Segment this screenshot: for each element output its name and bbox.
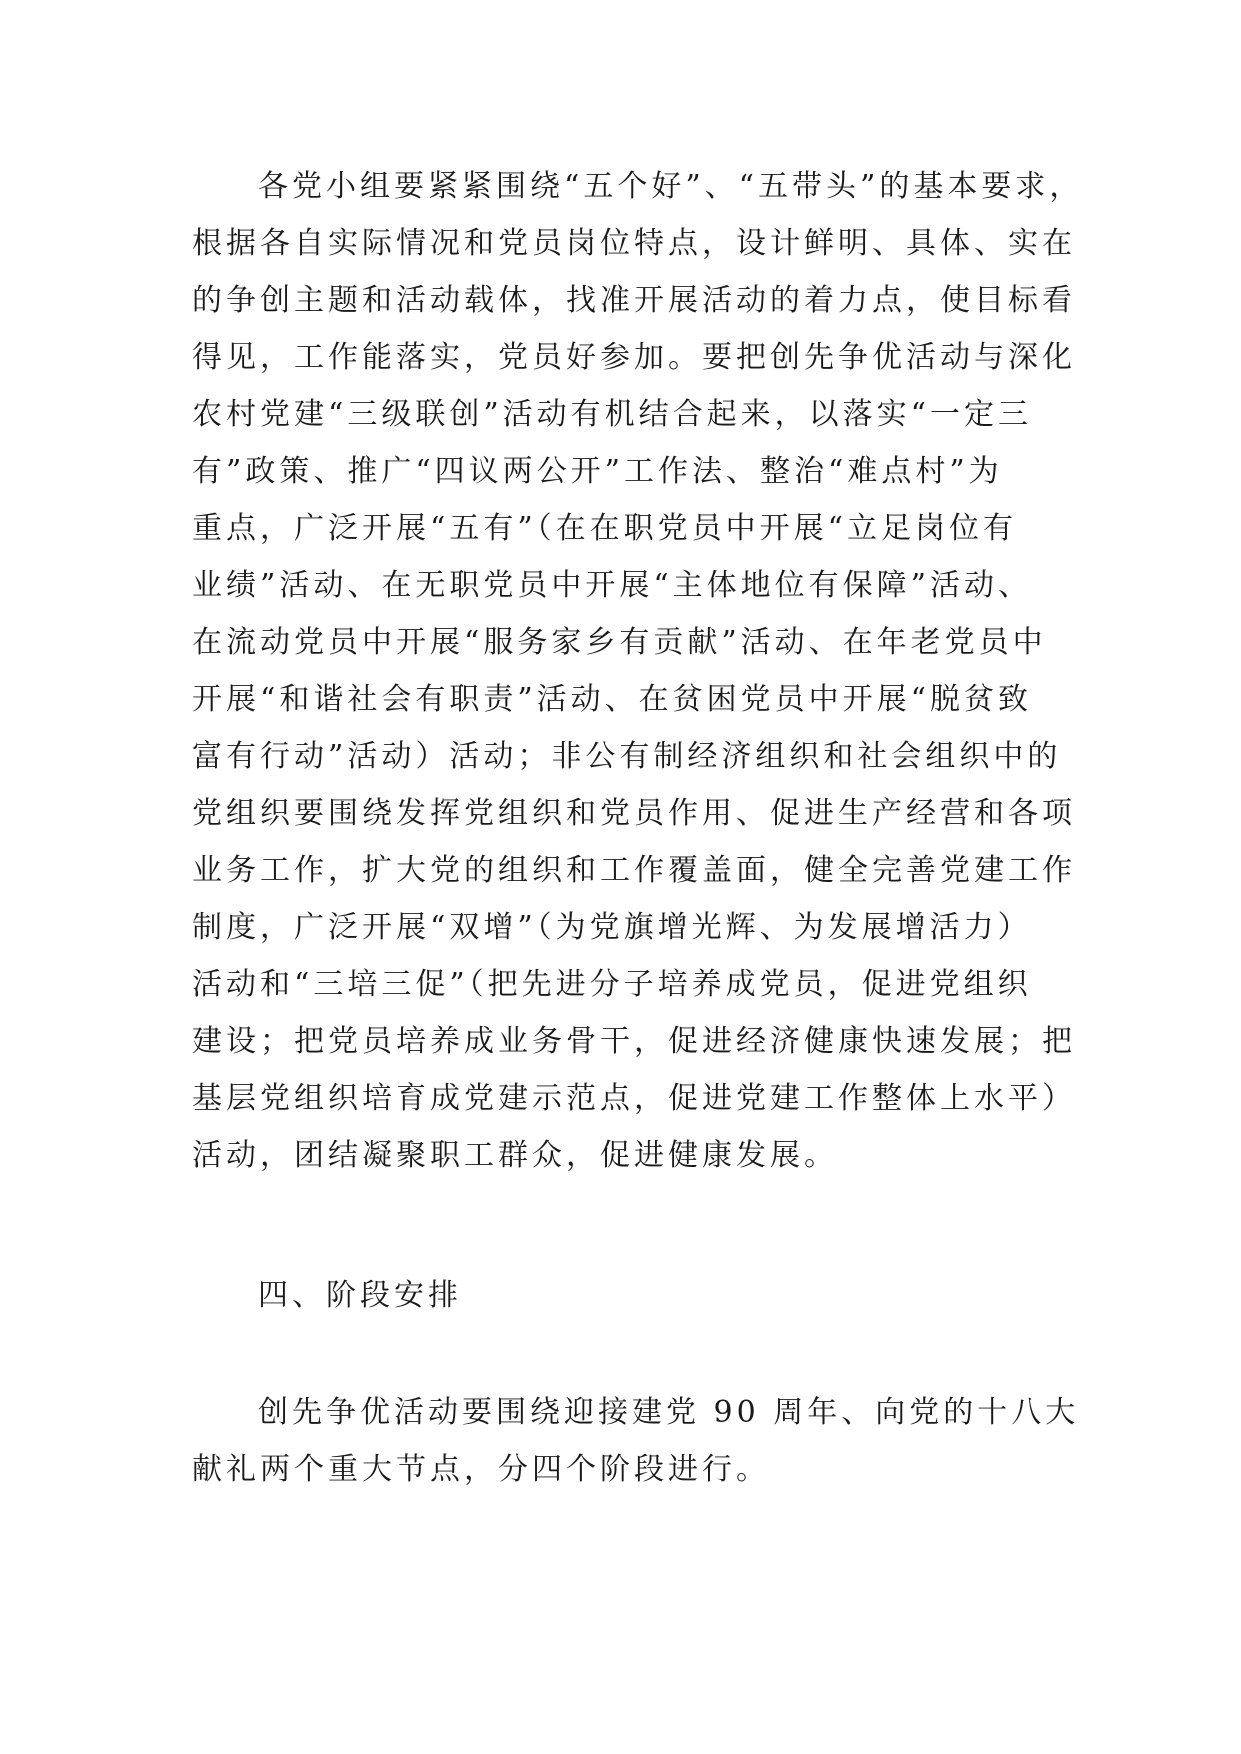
paragraph-line: 的争创主题和活动载体，找准开展活动的着力点，使目标看 [192,283,1076,318]
paragraph-line: 基层党组织培育成党建示范点，促进党建工作整体上水平） [192,1081,1076,1116]
paragraph-line: 农村党建“三级联创”活动有机结合起来，以落实“一定三 [192,397,1033,432]
paragraph-line: 各党小组要紧紧围绕“五个好”、“五带头”的基本要求， [258,169,1084,204]
paragraph-line: 制度，广泛开展“双增”（为党旗增光辉、为发展增活力） [192,910,1032,945]
paragraph-line: 重点，广泛开展“五有”（在在职党员中开展“立足岗位有 [192,511,1018,546]
paragraph-line: 党组织要围绕发挥党组织和党员作用、促进生产经营和各项 [192,796,1076,831]
paragraph-party-groups [192,158,1084,1184]
section-heading-text: 四、阶段安排 [258,1278,462,1313]
paragraph-stage-arrangement [192,1384,1080,1498]
paragraph-line: 根据各自实际情况和党员岗位特点，设计鲜明、具体、实在 [192,226,1076,261]
section-heading [192,1267,1052,1324]
paragraph-line: 活动，团结凝聚职工群众，促进健康发展。 [192,1138,838,1173]
paragraph-line: 富有行动”活动）活动；非公有制经济组织和社会组织中的 [192,739,1062,774]
paragraph-line: 创先争优活动要围绕迎接建党 90 周年、向党的十八大 [258,1395,1080,1430]
paragraph-line: 得见，工作能落实，党员好参加。要把创先争优活动与深化 [192,340,1076,375]
paragraph-line: 开展“和谐社会有职责”活动、在贫困党员中开展“脱贫致 [192,682,1033,717]
paragraph-line: 活动和“三培三促”（把先进分子培养成党员，促进党组织 [192,967,1032,1002]
paragraph-line: 业务工作，扩大党的组织和工作覆盖面，健全完善党建工作 [192,853,1076,888]
paragraph-line: 业绩”活动、在无职党员中开展“主体地位有保障”活动、 [192,568,1033,603]
paragraph-line: 献礼两个重大节点，分四个阶段进行。 [192,1452,770,1487]
paragraph-line: 建设；把党员培养成业务骨干，促进经济健康快速发展；把 [192,1024,1076,1059]
paragraph-line: 在流动党员中开展“服务家乡有贡献”活动、在年老党员中 [192,625,1047,660]
paragraph-line: 有”政策、推广“四议两公开”工作法、整治“难点村”为 [192,454,1003,489]
